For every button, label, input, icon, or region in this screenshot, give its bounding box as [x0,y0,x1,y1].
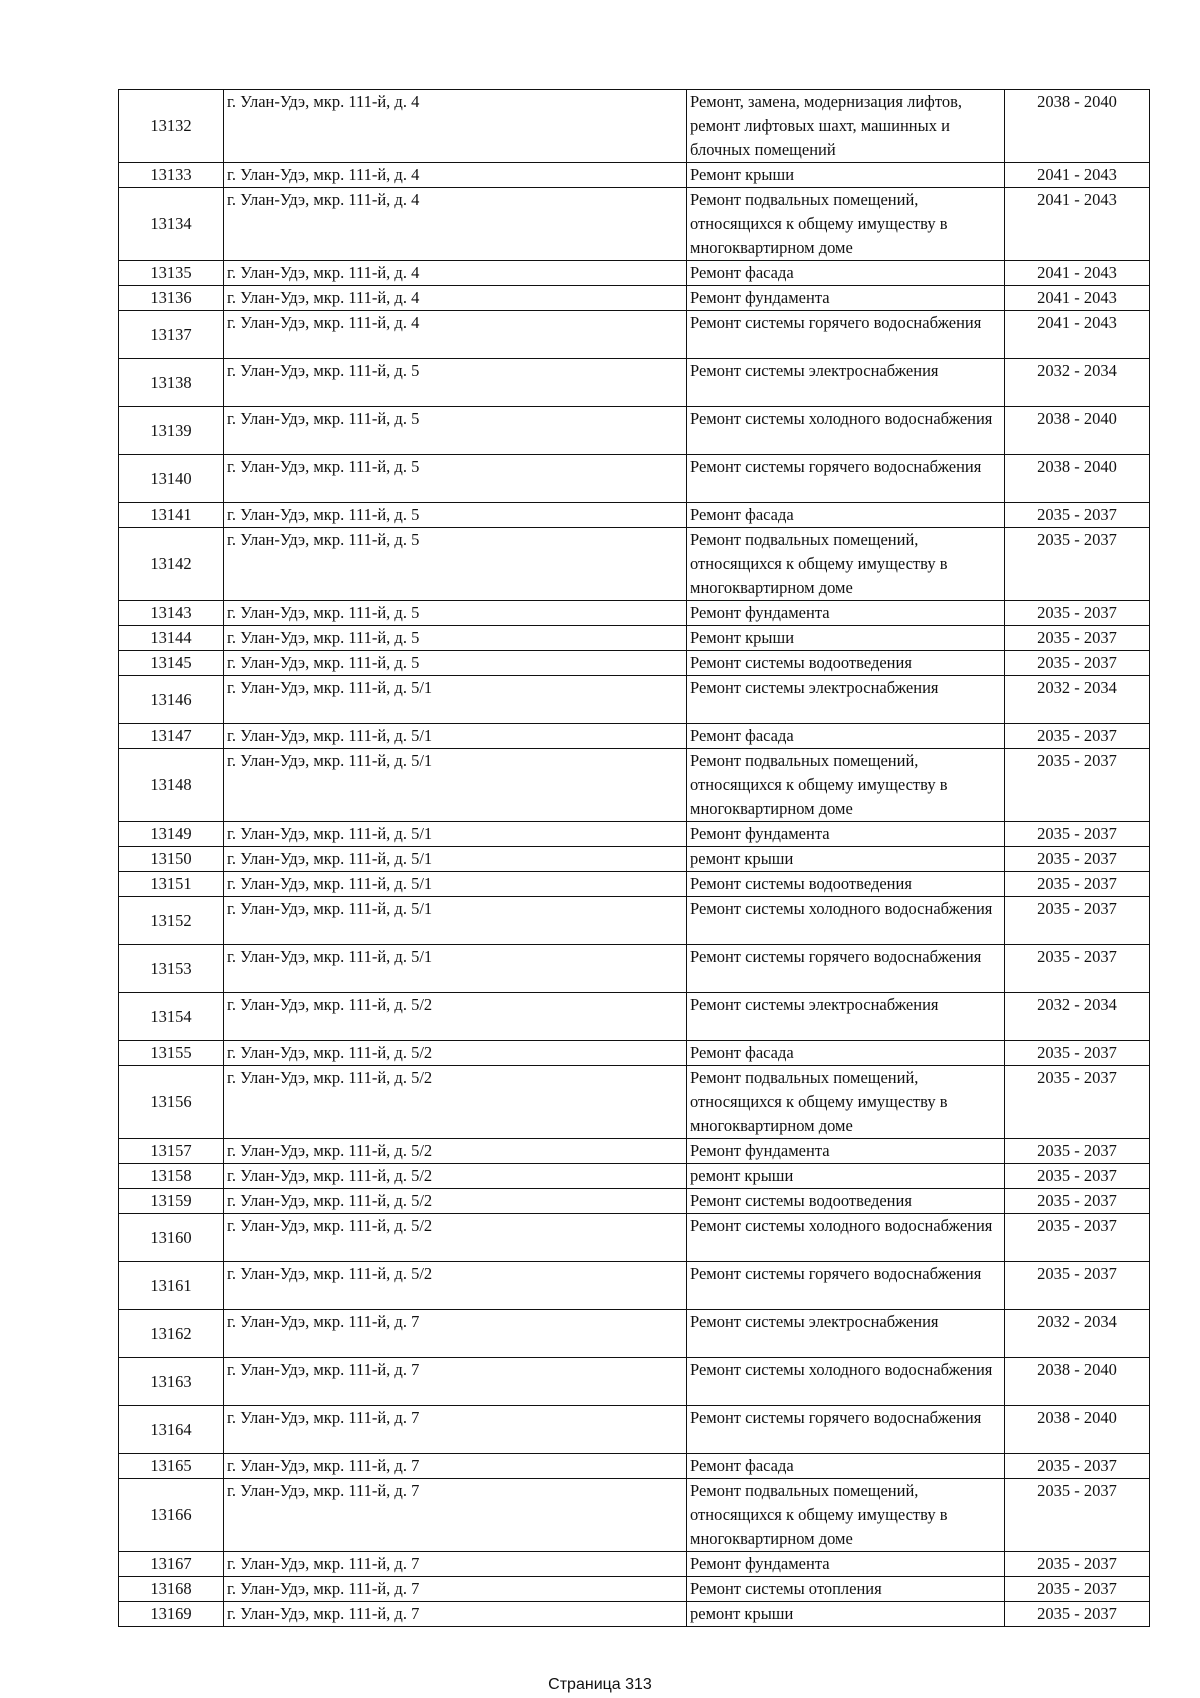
row-number: 13152 [119,897,224,945]
row-work-type: Ремонт фасада [687,503,1005,528]
table-row [119,676,1150,724]
row-work-type: Ремонт фундамента [687,1139,1005,1164]
table-row [119,1358,1150,1406]
row-work-type: Ремонт фасада [687,1041,1005,1066]
row-address: г. Улан-Удэ, мкр. 111-й, д. 5/2 [224,1041,687,1066]
row-work-type: Ремонт системы водоотведения [687,1189,1005,1214]
row-number: 13163 [119,1358,224,1406]
row-address: г. Улан-Удэ, мкр. 111-й, д. 5/2 [224,1262,687,1310]
table-row [119,724,1150,749]
table-row [119,1310,1150,1358]
row-work-type: Ремонт подвальных помещений, относящихся к общему имуществу в многоквартирном доме [687,1066,1005,1139]
row-work-type: ремонт крыши [687,1602,1005,1627]
table-row [119,1139,1150,1164]
row-work-type: Ремонт подвальных помещений, относящихся к общему имуществу в многоквартирном доме [687,188,1005,261]
row-work-type: Ремонт крыши [687,163,1005,188]
row-years: 2035 - 2037 [1005,872,1150,897]
table-row [119,945,1150,993]
row-address: г. Улан-Удэ, мкр. 111-й, д. 7 [224,1552,687,1577]
row-number: 13148 [119,749,224,822]
table-row [119,1602,1150,1627]
row-number: 13147 [119,724,224,749]
row-years: 2035 - 2037 [1005,1552,1150,1577]
row-address: г. Улан-Удэ, мкр. 111-й, д. 5/1 [224,724,687,749]
row-number: 13136 [119,286,224,311]
table-row [119,261,1150,286]
row-number: 13168 [119,1577,224,1602]
table-row [119,847,1150,872]
row-years: 2032 - 2034 [1005,359,1150,407]
row-address: г. Улан-Удэ, мкр. 111-й, д. 5/2 [224,1066,687,1139]
row-years: 2035 - 2037 [1005,897,1150,945]
row-years: 2035 - 2037 [1005,1214,1150,1262]
row-years: 2041 - 2043 [1005,163,1150,188]
table-row [119,455,1150,503]
row-work-type: Ремонт подвальных помещений, относящихся к общему имуществу в многоквартирном доме [687,749,1005,822]
row-years: 2035 - 2037 [1005,1041,1150,1066]
row-address: г. Улан-Удэ, мкр. 111-й, д. 5 [224,528,687,601]
row-years: 2035 - 2037 [1005,1454,1150,1479]
table-row [119,1041,1150,1066]
row-number: 13166 [119,1479,224,1552]
row-address: г. Улан-Удэ, мкр. 111-й, д. 7 [224,1479,687,1552]
row-work-type: Ремонт системы водоотведения [687,651,1005,676]
row-address: г. Улан-Удэ, мкр. 111-й, д. 5/1 [224,872,687,897]
row-address: г. Улан-Удэ, мкр. 111-й, д. 5 [224,407,687,455]
row-years: 2041 - 2043 [1005,311,1150,359]
row-years: 2035 - 2037 [1005,1479,1150,1552]
row-work-type: Ремонт системы холодного водоснабжения [687,1214,1005,1262]
row-years: 2038 - 2040 [1005,1406,1150,1454]
row-address: г. Улан-Удэ, мкр. 111-й, д. 5/2 [224,1189,687,1214]
row-address: г. Улан-Удэ, мкр. 111-й, д. 7 [224,1406,687,1454]
row-address: г. Улан-Удэ, мкр. 111-й, д. 5 [224,455,687,503]
row-address: г. Улан-Удэ, мкр. 111-й, д. 5 [224,651,687,676]
row-work-type: Ремонт системы горячего водоснабжения [687,455,1005,503]
row-number: 13141 [119,503,224,528]
row-number: 13144 [119,626,224,651]
row-address: г. Улан-Удэ, мкр. 111-й, д. 5/1 [224,822,687,847]
row-number: 13153 [119,945,224,993]
row-work-type: ремонт крыши [687,1164,1005,1189]
row-years: 2035 - 2037 [1005,945,1150,993]
table-row [119,897,1150,945]
row-number: 13164 [119,1406,224,1454]
row-work-type: ремонт крыши [687,847,1005,872]
row-work-type: Ремонт фасада [687,1454,1005,1479]
table-row [119,749,1150,822]
row-years: 2035 - 2037 [1005,1577,1150,1602]
row-work-type: Ремонт системы холодного водоснабжения [687,897,1005,945]
table-body [119,90,1150,1627]
row-years: 2035 - 2037 [1005,847,1150,872]
table-row [119,1552,1150,1577]
row-years: 2032 - 2034 [1005,993,1150,1041]
table-row [119,90,1150,163]
row-years: 2038 - 2040 [1005,1358,1150,1406]
row-number: 13156 [119,1066,224,1139]
row-work-type: Ремонт системы электроснабжения [687,359,1005,407]
row-work-type: Ремонт фундамента [687,601,1005,626]
table-row [119,993,1150,1041]
row-years: 2032 - 2034 [1005,1310,1150,1358]
row-years: 2041 - 2043 [1005,286,1150,311]
row-years: 2035 - 2037 [1005,749,1150,822]
row-work-type: Ремонт системы горячего водоснабжения [687,311,1005,359]
row-years: 2041 - 2043 [1005,188,1150,261]
row-number: 13165 [119,1454,224,1479]
row-work-type: Ремонт крыши [687,626,1005,651]
row-years: 2035 - 2037 [1005,503,1150,528]
table-row [119,1479,1150,1552]
table-row [119,651,1150,676]
row-work-type: Ремонт системы электроснабжения [687,1310,1005,1358]
table-row [119,872,1150,897]
table-row [119,407,1150,455]
row-years: 2035 - 2037 [1005,1189,1150,1214]
table-row [119,311,1150,359]
row-number: 13132 [119,90,224,163]
table-row [119,626,1150,651]
table-row [119,503,1150,528]
row-address: г. Улан-Удэ, мкр. 111-й, д. 5/1 [224,897,687,945]
row-address: г. Улан-Удэ, мкр. 111-й, д. 4 [224,286,687,311]
row-work-type: Ремонт системы электроснабжения [687,993,1005,1041]
table-row [119,528,1150,601]
row-number: 13133 [119,163,224,188]
row-number: 13140 [119,455,224,503]
row-address: г. Улан-Удэ, мкр. 111-й, д. 5/2 [224,1164,687,1189]
table-row [119,1262,1150,1310]
row-number: 13157 [119,1139,224,1164]
row-work-type: Ремонт фундамента [687,1552,1005,1577]
row-years: 2035 - 2037 [1005,724,1150,749]
row-number: 13154 [119,993,224,1041]
row-work-type: Ремонт системы горячего водоснабжения [687,1406,1005,1454]
row-work-type: Ремонт системы горячего водоснабжения [687,1262,1005,1310]
row-work-type: Ремонт системы холодного водоснабжения [687,1358,1005,1406]
row-years: 2038 - 2040 [1005,455,1150,503]
row-number: 13135 [119,261,224,286]
row-address: г. Улан-Удэ, мкр. 111-й, д. 5 [224,601,687,626]
row-work-type: Ремонт фасада [687,724,1005,749]
row-number: 13162 [119,1310,224,1358]
row-number: 13161 [119,1262,224,1310]
row-years: 2035 - 2037 [1005,651,1150,676]
row-address: г. Улан-Удэ, мкр. 111-й, д. 5/2 [224,1214,687,1262]
row-years: 2038 - 2040 [1005,90,1150,163]
repair-schedule-table [118,89,1150,1627]
row-address: г. Улан-Удэ, мкр. 111-й, д. 7 [224,1310,687,1358]
row-work-type: Ремонт фасада [687,261,1005,286]
row-years: 2032 - 2034 [1005,676,1150,724]
row-number: 13151 [119,872,224,897]
table-row [119,1577,1150,1602]
row-address: г. Улан-Удэ, мкр. 111-й, д. 7 [224,1358,687,1406]
row-address: г. Улан-Удэ, мкр. 111-й, д. 4 [224,163,687,188]
row-work-type: Ремонт фундамента [687,822,1005,847]
row-address: г. Улан-Удэ, мкр. 111-й, д. 5 [224,359,687,407]
row-number: 13149 [119,822,224,847]
row-address: г. Улан-Удэ, мкр. 111-й, д. 4 [224,188,687,261]
row-number: 13150 [119,847,224,872]
row-work-type: Ремонт системы отопления [687,1577,1005,1602]
row-address: г. Улан-Удэ, мкр. 111-й, д. 4 [224,90,687,163]
table-row [119,1164,1150,1189]
row-number: 13159 [119,1189,224,1214]
row-years: 2035 - 2037 [1005,1262,1150,1310]
row-work-type: Ремонт системы холодного водоснабжения [687,407,1005,455]
row-work-type: Ремонт фундамента [687,286,1005,311]
page-number: Страница 313 [548,1676,652,1693]
row-years: 2035 - 2037 [1005,822,1150,847]
row-years: 2038 - 2040 [1005,407,1150,455]
table-row [119,1454,1150,1479]
table-row [119,1214,1150,1262]
table-row [119,188,1150,261]
row-address: г. Улан-Удэ, мкр. 111-й, д. 5/1 [224,847,687,872]
row-address: г. Улан-Удэ, мкр. 111-й, д. 5 [224,626,687,651]
row-number: 13155 [119,1041,224,1066]
table-row [119,601,1150,626]
row-address: г. Улан-Удэ, мкр. 111-й, д. 7 [224,1602,687,1627]
row-years: 2035 - 2037 [1005,601,1150,626]
row-years: 2035 - 2037 [1005,528,1150,601]
row-address: г. Улан-Удэ, мкр. 111-й, д. 5/2 [224,993,687,1041]
row-address: г. Улан-Удэ, мкр. 111-й, д. 5/1 [224,945,687,993]
row-number: 13160 [119,1214,224,1262]
row-number: 13145 [119,651,224,676]
row-work-type: Ремонт, замена, модернизация лифтов, ремонт лифтовых шахт, машинных и блочных помещений [687,90,1005,163]
table-row [119,1066,1150,1139]
row-address: г. Улан-Удэ, мкр. 111-й, д. 5 [224,503,687,528]
table-row [119,822,1150,847]
row-work-type: Ремонт системы водоотведения [687,872,1005,897]
row-address: г. Улан-Удэ, мкр. 111-й, д. 5/1 [224,676,687,724]
row-number: 13167 [119,1552,224,1577]
row-years: 2035 - 2037 [1005,626,1150,651]
row-work-type: Ремонт системы электроснабжения [687,676,1005,724]
row-address: г. Улан-Удэ, мкр. 111-й, д. 4 [224,311,687,359]
row-work-type: Ремонт подвальных помещений, относящихся к общему имуществу в многоквартирном доме [687,1479,1005,1552]
row-years: 2035 - 2037 [1005,1139,1150,1164]
row-years: 2041 - 2043 [1005,261,1150,286]
row-number: 13143 [119,601,224,626]
row-number: 13146 [119,676,224,724]
row-years: 2035 - 2037 [1005,1066,1150,1139]
row-number: 13138 [119,359,224,407]
row-work-type: Ремонт системы горячего водоснабжения [687,945,1005,993]
row-number: 13139 [119,407,224,455]
table-row [119,1406,1150,1454]
row-address: г. Улан-Удэ, мкр. 111-й, д. 5/2 [224,1139,687,1164]
table-row [119,163,1150,188]
row-years: 2035 - 2037 [1005,1164,1150,1189]
row-address: г. Улан-Удэ, мкр. 111-й, д. 5/1 [224,749,687,822]
table-row [119,1189,1150,1214]
row-number: 13134 [119,188,224,261]
row-number: 13158 [119,1164,224,1189]
row-address: г. Улан-Удэ, мкр. 111-й, д. 7 [224,1577,687,1602]
row-work-type: Ремонт подвальных помещений, относящихся к общему имуществу в многоквартирном доме [687,528,1005,601]
row-address: г. Улан-Удэ, мкр. 111-й, д. 4 [224,261,687,286]
row-number: 13142 [119,528,224,601]
row-number: 13169 [119,1602,224,1627]
row-address: г. Улан-Удэ, мкр. 111-й, д. 7 [224,1454,687,1479]
table-row [119,359,1150,407]
table-row [119,286,1150,311]
row-number: 13137 [119,311,224,359]
row-years: 2035 - 2037 [1005,1602,1150,1627]
